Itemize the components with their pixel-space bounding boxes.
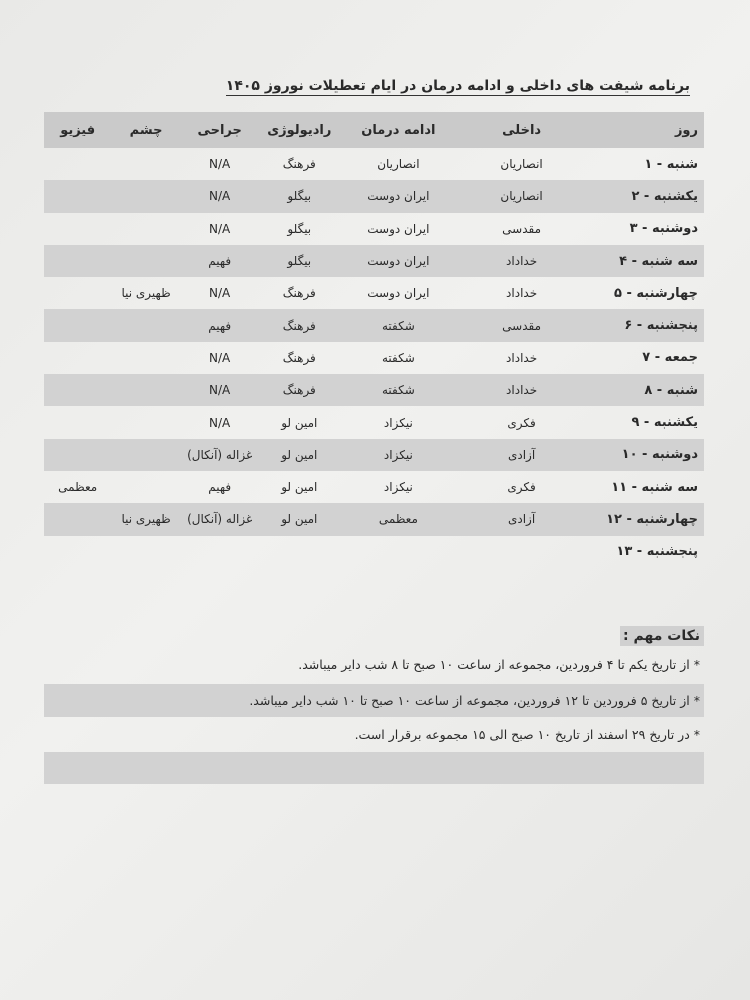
- cell-surgery: [181, 536, 259, 568]
- cell-internal: فکری: [507, 415, 536, 430]
- cell-surgery: N/A: [181, 180, 259, 212]
- empty-shaded-row: [44, 752, 704, 784]
- table-row: [44, 309, 704, 341]
- cell-day: دوشنبه - ۱۰: [587, 439, 705, 471]
- cell-radiology: امین لو: [259, 503, 341, 535]
- cell-internal: انصاریان: [500, 157, 543, 172]
- cell-physio: [44, 536, 111, 568]
- cell-eye: ظهیری نیا: [121, 286, 171, 301]
- cell-surgery: فهیم: [208, 480, 232, 495]
- cell-eye: [111, 471, 180, 503]
- notes-heading: نکات مهم :: [620, 626, 704, 646]
- cell-physio: [44, 503, 111, 535]
- note-item: * از تاریخ ۵ فروردین تا ۱۲ فروردین، مجموعه از ساعت ۱۰ صبح تا ۱۰ شب دایر میباشد.: [44, 684, 704, 717]
- cell-surgery: N/A: [209, 221, 231, 236]
- schedule-table: [44, 112, 704, 568]
- cell-eye: [111, 309, 180, 341]
- cell-surgery: N/A: [209, 157, 231, 172]
- table-row: [44, 503, 704, 535]
- cell-internal: خداداد: [506, 286, 538, 301]
- cell-surgery: N/A: [209, 286, 231, 301]
- header-physio: فیزیو: [44, 112, 111, 148]
- cell-eye: [111, 342, 180, 374]
- cell-surgery: N/A: [209, 350, 231, 365]
- cell-continuation: ایران دوست: [340, 245, 457, 277]
- cell-surgery: N/A: [181, 374, 259, 406]
- cell-eye: [111, 148, 180, 180]
- cell-radiology: امین لو: [259, 439, 341, 471]
- cell-physio: [44, 309, 111, 341]
- table-row: [44, 536, 704, 568]
- cell-continuation: شکفته: [381, 350, 415, 365]
- table-row: [44, 245, 704, 277]
- cell-eye: ظهیری نیا: [111, 503, 180, 535]
- note-item: * در تاریخ ۲۹ اسفند از تاریخ ۱۰ صبح الی ۱۵ مجموعه برقرار است.: [354, 727, 700, 742]
- cell-internal: فکری: [507, 480, 536, 495]
- cell-radiology: [259, 536, 341, 568]
- table-row: [44, 471, 704, 503]
- table-row: [44, 213, 704, 245]
- header-continuation: ادامه درمان: [340, 112, 457, 148]
- table-row: [44, 148, 704, 180]
- cell-continuation: نیکزاد: [340, 439, 457, 471]
- cell-day: پنجشنبه - ۱۳: [616, 544, 698, 560]
- cell-radiology: فرهنگ: [282, 286, 316, 301]
- cell-physio: [44, 406, 111, 438]
- cell-radiology: فرهنگ: [259, 309, 341, 341]
- cell-surgery: فهیم: [181, 309, 259, 341]
- cell-internal: مقدسی: [457, 309, 587, 341]
- cell-internal: انصاریان: [457, 180, 587, 212]
- cell-continuation: نیکزاد: [383, 415, 413, 430]
- cell-radiology: فرهنگ: [282, 350, 316, 365]
- table-row: [44, 439, 704, 471]
- cell-physio: [44, 148, 111, 180]
- cell-eye: [111, 213, 180, 245]
- cell-day: یکشنبه - ۲: [587, 180, 705, 212]
- cell-radiology: فرهنگ: [259, 374, 341, 406]
- cell-eye: [111, 180, 180, 212]
- cell-continuation: معظمی: [340, 503, 457, 535]
- cell-physio: [44, 439, 111, 471]
- cell-eye: [111, 406, 180, 438]
- cell-physio: [44, 213, 111, 245]
- cell-surgery: غزاله (آنکال): [181, 439, 259, 471]
- cell-continuation: نیکزاد: [383, 480, 413, 495]
- cell-radiology: بیگلو: [287, 221, 312, 236]
- cell-day: چهارشنبه - ۱۲: [587, 503, 705, 535]
- cell-radiology: بیگلو: [259, 180, 341, 212]
- cell-physio: [44, 342, 111, 374]
- cell-internal: مقدسی: [502, 221, 542, 236]
- cell-continuation: انصاریان: [377, 157, 420, 172]
- cell-continuation: ایران دوست: [367, 286, 430, 301]
- cell-eye: [111, 439, 180, 471]
- cell-internal: خداداد: [506, 350, 538, 365]
- header-eye: چشم: [111, 112, 180, 148]
- cell-day: جمعه - ۷: [642, 350, 698, 366]
- cell-continuation: شکفته: [340, 309, 457, 341]
- note-item: * از تاریخ یکم تا ۴ فروردین، مجموعه از ساعت ۱۰ صبح تا ۸ شب دایر میباشد.: [298, 657, 700, 672]
- cell-internal: آزادی: [457, 439, 587, 471]
- cell-eye: [111, 536, 180, 568]
- cell-day: دوشنبه - ۳: [629, 221, 698, 237]
- cell-continuation: ایران دوست: [367, 221, 430, 236]
- cell-continuation: [340, 536, 457, 568]
- table-row: [44, 374, 704, 406]
- cell-eye: [111, 245, 180, 277]
- cell-eye: [111, 374, 180, 406]
- cell-surgery: فهیم: [181, 245, 259, 277]
- cell-physio: [44, 245, 111, 277]
- cell-physio: [44, 277, 111, 309]
- cell-internal: خداداد: [457, 245, 587, 277]
- cell-physio: معظمی: [58, 480, 98, 495]
- cell-day: شنبه - ۱: [644, 156, 698, 172]
- page-title: برنامه شیفت های داخلی و ادامه درمان در ایام تعطیلات نوروز ۱۴۰۵: [225, 78, 690, 94]
- cell-physio: [44, 180, 111, 212]
- header-radiology: رادیولوژی: [259, 112, 341, 148]
- cell-day: یکشنبه - ۹: [631, 415, 698, 431]
- table-row: [44, 406, 704, 438]
- cell-surgery: غزاله (آنکال): [181, 503, 259, 535]
- table-header-row: [44, 112, 704, 148]
- cell-physio: [44, 374, 111, 406]
- cell-day: پنجشنبه - ۶: [587, 309, 705, 341]
- table-row: [44, 180, 704, 212]
- table-row: [44, 277, 704, 309]
- cell-day: سه شنبه - ۱۱: [611, 479, 698, 495]
- table-row: [44, 342, 704, 374]
- header-day: روز: [587, 112, 705, 148]
- cell-radiology: فرهنگ: [282, 157, 316, 172]
- cell-day: شنبه - ۸: [587, 374, 705, 406]
- cell-day: چهارشنبه - ۵: [614, 285, 698, 301]
- cell-radiology: امین لو: [281, 415, 318, 430]
- cell-internal: آزادی: [457, 503, 587, 535]
- header-surgery: جراحی: [181, 112, 259, 148]
- cell-internal: [457, 536, 587, 568]
- cell-internal: خداداد: [457, 374, 587, 406]
- cell-continuation: شکفته: [340, 374, 457, 406]
- cell-continuation: ایران دوست: [340, 180, 457, 212]
- header-internal: داخلی: [457, 112, 587, 148]
- cell-radiology: بیگلو: [259, 245, 341, 277]
- cell-surgery: N/A: [209, 415, 231, 430]
- cell-day: سه شنبه - ۴: [587, 245, 705, 277]
- cell-radiology: امین لو: [281, 480, 318, 495]
